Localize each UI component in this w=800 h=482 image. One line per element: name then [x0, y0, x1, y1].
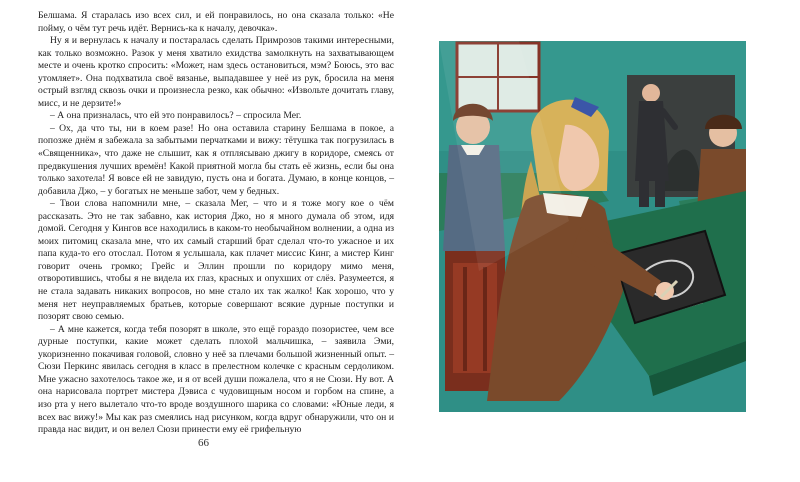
paragraph: – Ох, да что ты, ни в коем разе! Но она оставила старину Белшама в покое, а попозже днём я забежала за забытыми перчатками и вижу: тётушка так погрузилась в «Священника», что даже не слышит, как я отплясываю джигу в коридоре, смеясь от предвкушения лучших времён! Какой приятной могла бы стать её жизнь, если бы она только захотела! Я вовсе ей не завидую, пусть она и богата. Думаю, в конце концов, – добавила Джо, – у богатых не меньше забот, чем у бедных. [38, 122, 394, 197]
paragraph: Белшама. Я старалась изо всех сил, и ей понравилось, но она сказала только: «Не пойму, о чём тут речь идёт. Вернись-ка к началу, девочка». [38, 10, 394, 34]
book-page-text [38, 10, 394, 437]
paragraph: – А мне кажется, когда тебя позорят в школе, это ещё гораздо позористее, чем все дурные поступки, какие может сделать плохой мальчишка, – заявила Эми, укоризненно покачивая головой, словно у неё за плечами большой жизненный опыт. – Сюзи Перкинс явилась сегодня в класс в прелестном колечке с красным сердоликом. Мне ужасно захотелось такое же, и я от всей души пожалела, что я не Сюзи. Ну вот. А она нарисовала портрет мистера Дэвиса с чудовищным носом и горбом на спине, а изо рта у него вылетало что-то вроде воздушного шарика со словами: «Юные леди, я всех вас вижу!» Мы как раз смеялись над рисунком, когда вдруг обнаружили, что он и правда нас видит, и он велел Сюзи принести ему её грифельную [38, 323, 394, 436]
illustration-canvas [439, 41, 746, 412]
paragraph: – А она призналась, что ей это понравилось? – спросила Мег. [50, 110, 302, 122]
page-number: 66 [198, 437, 209, 449]
paragraph: Ну я и вернулась к началу и постаралась сделать Примрозов такими интересными, как только возможно. Разок у меня хватило ехидства замолкнуть на захватывающем месте и очень кротко спросить: «Может, нам здесь остановиться, мэм? Боюсь, это вас утомляет». Она подхватила своё вязанье, выпадавшее у неё из рук, бросила на меня острый взгляд сквозь очки и произнесла резко, как обычно: «Извольте дочитать главу, мисс, и не дерзите!» [38, 35, 394, 109]
paragraph: – Твои слова напомнили мне, – сказала Мег, – что и я тоже могу кое о чём рассказать. Это не так забавно, как история Джо, но я много думала об этом, идя домой. Сегодня у Кингов все находились в каком-то необычайном волнении, а одна из моих питомиц сказала мне, что их самый старший брат сделал что-то ужасное и их папа куда-то его отослал. Потом я услышала, как плачет миссис Кинг, а мистер Кинг говорит очень громко; Грейс и Эллин прошли по коридору мимо меня, отворотившись, чтобы я не видела их глаз, красных и опухших от слёз. Разумеется, я не стала задавать никаких вопросов, но мне стало их так жалко! Как хорошо, что у меня нет неуправляемых братьев, которые совершают всякие дурные поступки и позорят свою семью. [38, 198, 394, 323]
classroom-illustration [439, 41, 746, 412]
